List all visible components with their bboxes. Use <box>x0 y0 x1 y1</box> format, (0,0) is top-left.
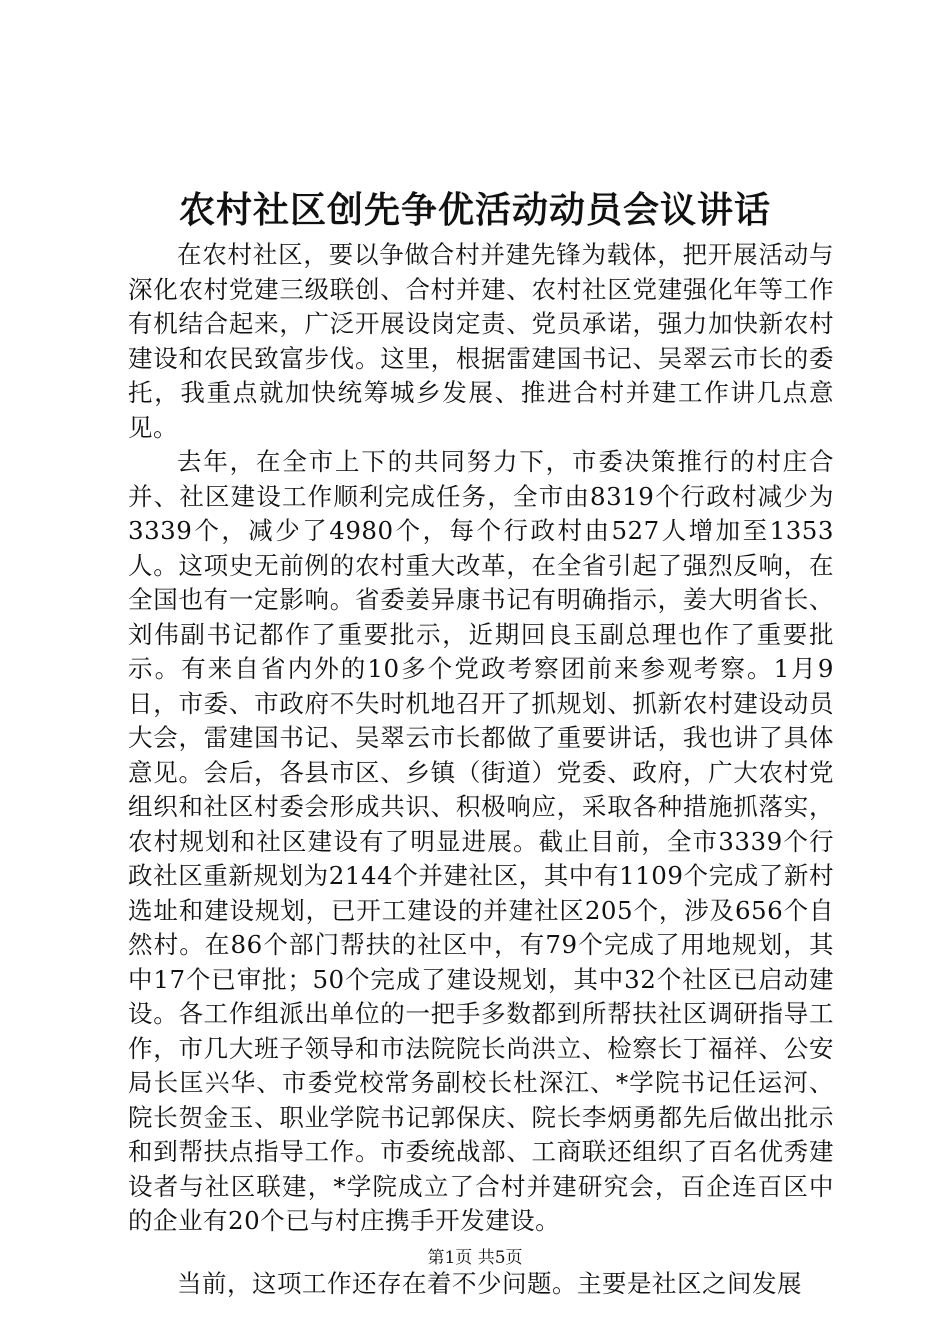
paragraph-2: 去年，在全市上下的共同努力下，市委决策推行的村庄合并、社区建设工作顺利完成任务，全市由8319个行政村减少为3339个，减少了4980个，每个行政村由527人增加至1353人。这项史无前例的农村重大改革，在全省引起了强烈反响，在全国也有一定影响。省委姜异康书记有明确指示，姜大明省长、刘伟副书记都作了重要批示，近期回良玉副总理也作了重要批示。有来自省内外的10多个党政考察团前来参观考察。1月9日，市委、市政府不失时机地召开了抓规划、抓新农村建设动员大会，雷建国书记、吴翠云市长都做了重要讲话，我也讲了具体意见。会后，各县市区、乡镇（街道）党委、政府，广大农村党组织和社区村委会形成共识、积极响应，采取各种措施抓落实，农村规划和社区建设有了明显进展。截止目前，全市3339个行政社区重新规划为2144个并建社区，其中有1109个完成了新村选址和建设规划，已开工建设的并建社区205个，涉及656个自然村。在86个部门帮扶的社区中，有79个完成了用地规划，其中17个已审批；50个完成了建设规划，其中32个社区已启动建设。各工作组派出单位的一把手多数都到所帮扶社区调研指导工作，市几大班子领导和市法院院长尚洪立、检察长丁福祥、公安局长匡兴华、市委党校常务副校长杜深江、*学院书记任运河、院长贺金玉、职业学院书记郭保庆、院长李炳勇都先后做出批示和到帮扶点指导工作。市委统战部、工商联还组织了百名优秀建设者与社区联建，*学院成立了合村并建研究会，百企连百区中的企业有20个已与村庄携手开发建设。 <box>128 447 834 1235</box>
paragraph-3: 当前，这项工作还存在着不少问题。主要是社区之间发展 <box>177 1268 802 1298</box>
document-title: 农村社区创先争优活动动员会议讲话 <box>178 189 771 231</box>
document-body <box>128 238 834 1301</box>
page-number-footer: 第1页 共5页 <box>427 1248 523 1268</box>
paragraph-1: 在农村社区，要以争做合村并建先锋为载体，把开展活动与深化农村党建三级联创、合村并建、农村社区党建强化年等工作有机结合起来，广泛开展设岗定责、党员承诺，强力加快新农村建设和农民致富步伐。这里，根据雷建国书记、吴翠云市长的委托，我重点就加快统筹城乡发展、推进合村并建工作讲几点意见。 <box>128 240 834 442</box>
